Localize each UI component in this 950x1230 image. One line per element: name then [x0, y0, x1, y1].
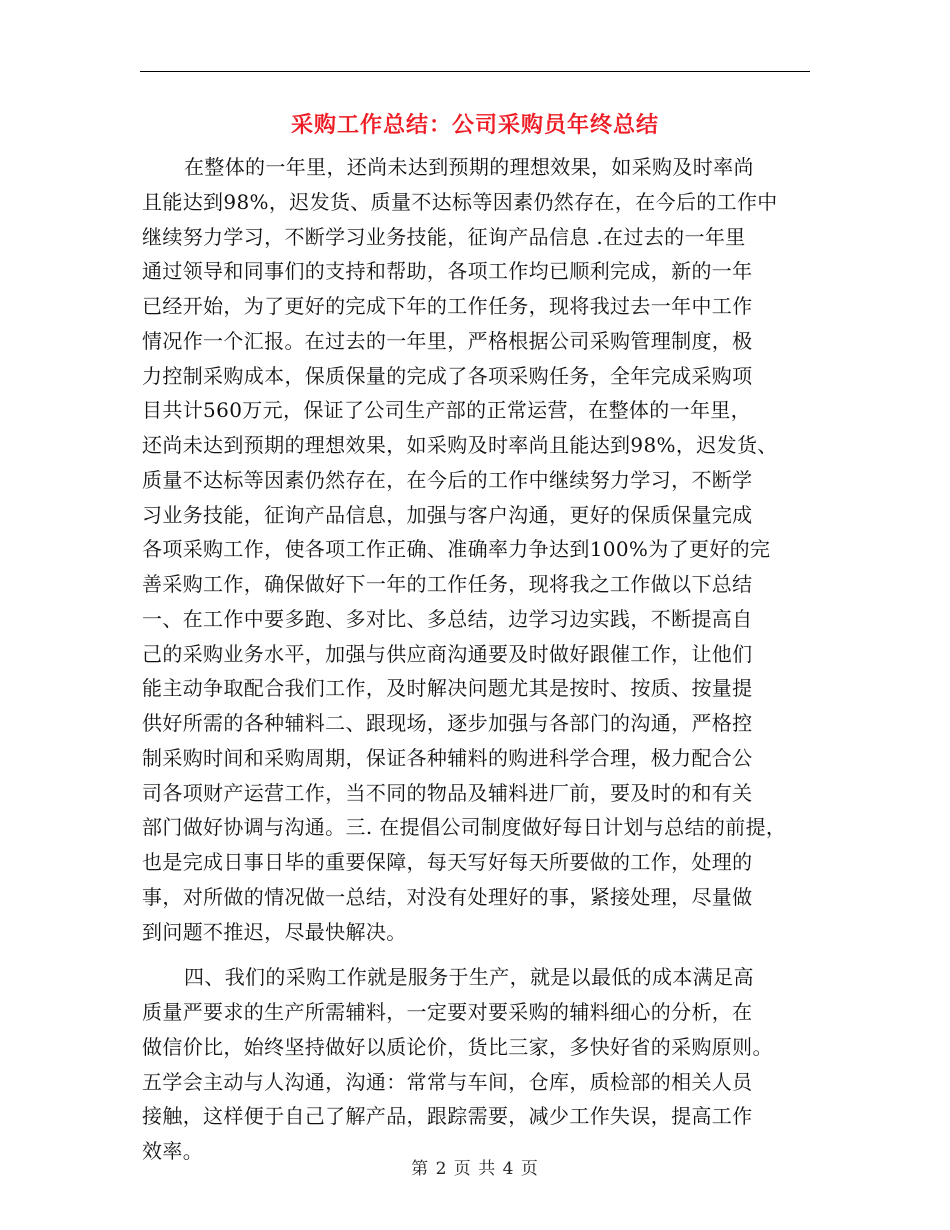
text-line: 力控制采购成本，保质保量的完成了各项采购任务，全年完成采购项 — [142, 363, 753, 388]
text-line: 能主动争取配合我们工作，及时解决问题尤其是按时、按质、按量提 — [142, 676, 753, 701]
text-line: 供好所需的各种辅料二、跟现场，逐步加强与各部门的沟通，严格控 — [142, 711, 753, 735]
text-line: 在整体的一年里，还尚未达到预期的理想效果，如采购及时率尚 — [184, 155, 754, 179]
text-line: 接触，这样便于自己了解产品，跟踪需要，减少工作失误，提高工作 — [142, 1104, 753, 1129]
text-line: 且能达到98%，迟发货、质量不达标等因素仍然存在，在今后的工作中 — [142, 189, 778, 214]
text-line: 情况作一个汇报。在过去的一年里，严格根据公司采购管理制度，极 — [142, 328, 753, 353]
text-line: 部门做好协调与沟通。三. 在提倡公司制度做好每日计划与总结的前提， — [142, 815, 787, 840]
header-rule — [140, 71, 810, 72]
text-line: 还尚未达到预期的理想效果，如采购及时率尚且能达到98%，迟发货、 — [142, 433, 778, 457]
text-line: 司各项财产运营工作，当不同的物品及辅料进厂前，要及时的和有关 — [142, 780, 753, 805]
page-footer: 第 2 页 共 4 页 — [411, 1159, 539, 1179]
text-line: 做信价比，始终坚持做好以质论价，货比三家，多快好省的采购原则。 — [142, 1034, 773, 1059]
text-line: 善采购工作，确保做好下一年的工作任务，现将我之工作做以下总结 — [142, 572, 753, 596]
text-line: 质量严要求的生产所需辅料，一定要对要采购的辅料细心的分析，在 — [142, 1000, 753, 1024]
text-line: 效率。 — [142, 1139, 204, 1163]
text-line: 事，对所做的情况做一总结，对没有处理好的事，紧接处理，尽量做 — [142, 884, 753, 909]
paragraph-1 — [142, 150, 814, 949]
text-line: 习业务技能，征询产品信息，加强与客户沟通，更好的保质保量完成 — [142, 502, 753, 527]
paragraph-2 — [142, 960, 814, 1169]
text-line: 制采购时间和采购周期，保证各种辅料的购进科学合理，极力配合公 — [142, 745, 753, 770]
text-line: 继续努力学习，不断学习业务技能，征询产品信息 .在过去的一年里 — [142, 224, 746, 249]
paragraph-spacer — [142, 949, 814, 960]
document-title: 采购工作总结：公司采购员年终总结 — [290, 112, 659, 138]
text-line: 五学会主动与人沟通，沟通：常常与车间，仓库，质检部的相关人员 — [142, 1069, 753, 1094]
text-line: 通过领导和同事们的支持和帮助，各项工作均已顺利完成，新的一年 — [142, 259, 753, 284]
text-line: 到问题不推迟，尽最快解决。 — [142, 919, 407, 944]
text-line: 已经开始，为了更好的完成下年的工作任务，现将我过去一年中工作 — [142, 294, 753, 318]
text-line: 四、我们的采购工作就是服务于生产，就是以最低的成本满足高 — [184, 965, 754, 990]
text-line: 质量不达标等因素仍然存在，在今后的工作中继续努力学习，不断学 — [142, 467, 753, 492]
text-line: 一、在工作中要多跑、多对比、多总结，边学习边实践，不断提高自 — [142, 606, 753, 631]
text-line: 目共计560万元，保证了公司生产部的正常运营，在整体的一年里， — [142, 398, 752, 423]
text-line: 己的采购业务水平，加强与供应商沟通要及时做好跟催工作，让他们 — [142, 641, 753, 666]
text-line: 也是完成日事日毕的重要保障，每天写好每天所要做的工作，处理的 — [142, 850, 753, 874]
document-body — [142, 150, 814, 1169]
text-line: 各项采购工作，使各项工作正确、准确率力争达到100%为了更好的完 — [142, 537, 771, 562]
